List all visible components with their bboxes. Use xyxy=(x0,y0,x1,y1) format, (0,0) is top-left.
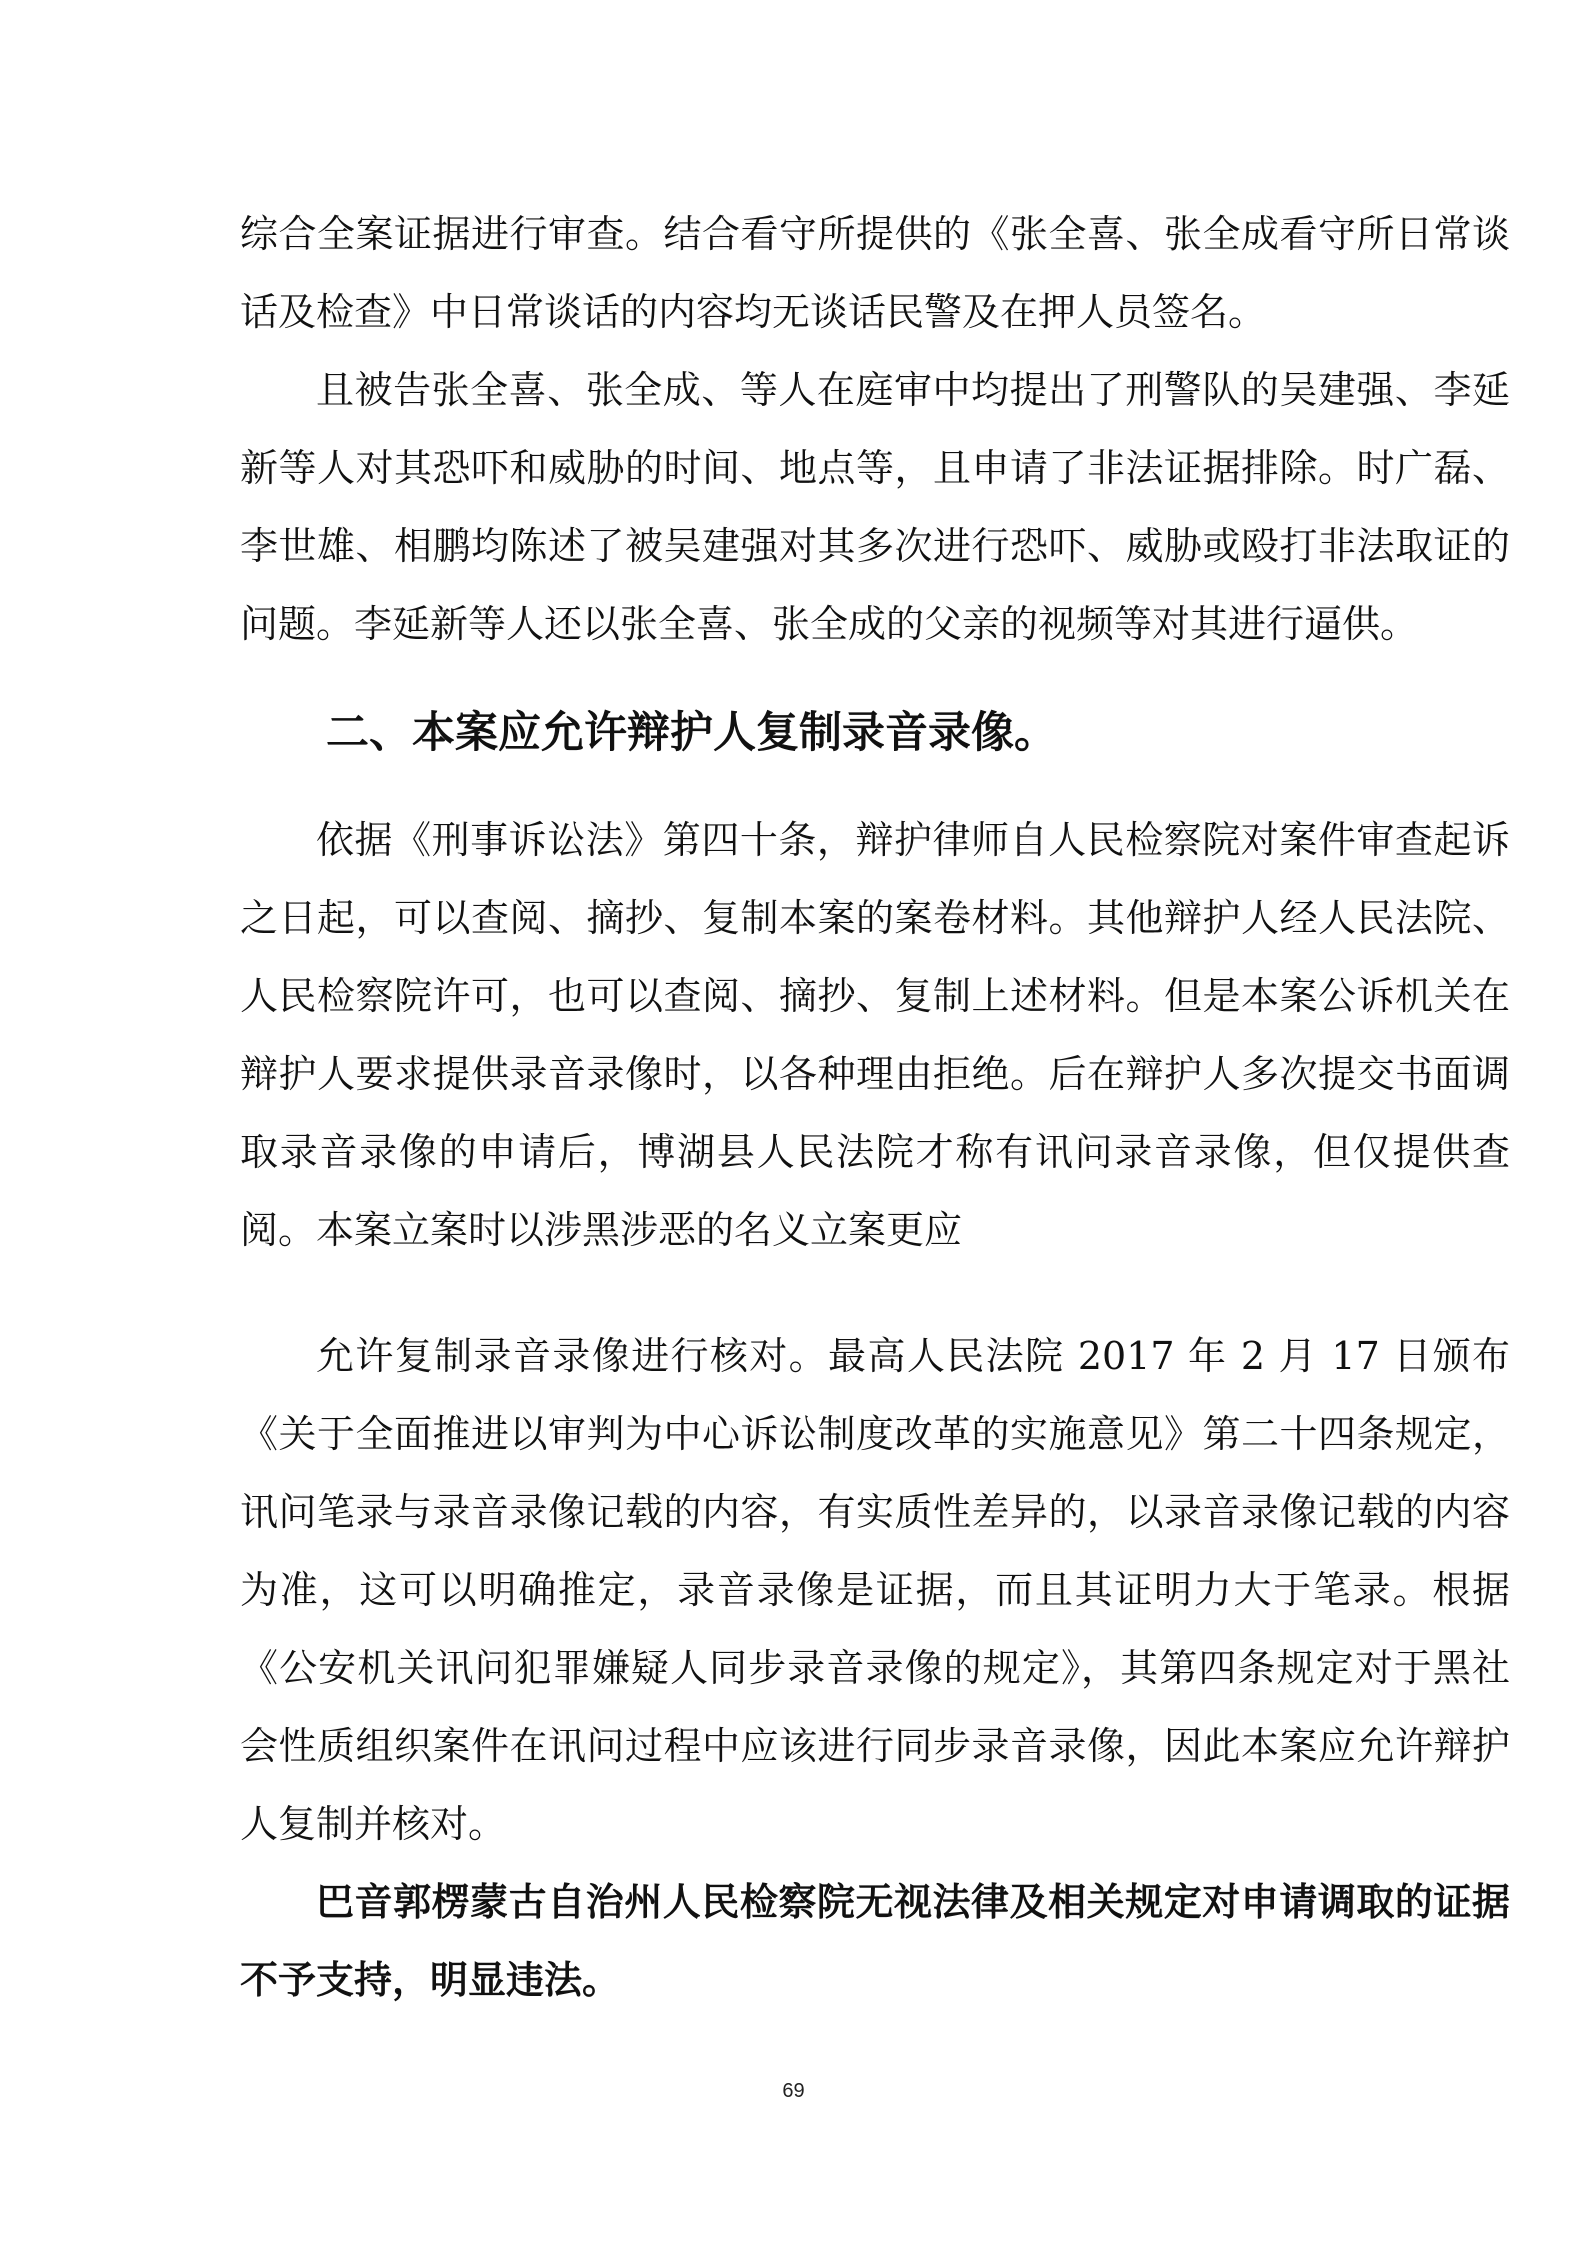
section-heading-two: 二、本案应允许辩护人复制录音录像。 xyxy=(326,708,1057,758)
paragraph-procuratorate-violation: 巴音郭楞蒙古自治州人民检察院无视法律及相关规定对申请调取的证据不予支持，明显违法。 xyxy=(240,1879,1510,2002)
paragraph-defendant-claims: 且被告张全喜、张全成、等人在庭审中均提出了刑警队的吴建强、李延新等人对其恐吓和威胁的时间、地点等，且申请了非法证据排除。时广磊、李世雄、相鹏均陈述了被吴建强对其多次进行恐吓、威胁或殴打非法取证的问题。李延新等人还以张全喜、张全成的父亲的视频等对其进行逼供。 xyxy=(240,368,1510,646)
paragraph-supreme-court-opinion: 允许复制录音录像进行核对。最高人民法院 2017 年 2 月 17 日颁布《关于全面推进以审判为中心诉讼制度改革的实施意见》第二十四条规定，讯问笔录与录音录像记载的内容，有实质性差异的，以录音录像记载的内容为准，这可以明确推定，录音录像是证据，而且其证明力大于笔录。根据《公安机关讯问犯罪嫌疑人同步录音录像的规定》，其第四条规定对于黑社会性质组织案件在讯问过程中应该进行同步录音录像，因此本案应允许辩护人复制并核对。 xyxy=(240,1334,1510,1846)
document-body xyxy=(240,195,1510,2019)
paragraph-criminal-procedure-law: 依据《刑事诉讼法》第四十条，辩护律师自人民检察院对案件审查起诉之日起，可以查阅、摘抄、复制本案的案卷材料。其他辩护人经人民法院、人民检察院许可，也可以查阅、摘抄、复制上述材料。但是本案公诉机关在辩护人要求提供录音录像时，以各种理由拒绝。后在辩护人多次提交书面调取录音录像的申请后，博湖县人民法院才称有讯问录音录像，但仅提供查阅。本案立案时以涉黑涉恶的名义立案更应 xyxy=(240,818,1510,1252)
page-number: 69 xyxy=(782,2080,805,2102)
paragraph-evidence-review: 综合全案证据进行审查。结合看守所提供的《张全喜、张全成看守所日常谈话及检查》中日常谈话的内容均无谈话民警及在押人员签名。 xyxy=(240,212,1510,334)
